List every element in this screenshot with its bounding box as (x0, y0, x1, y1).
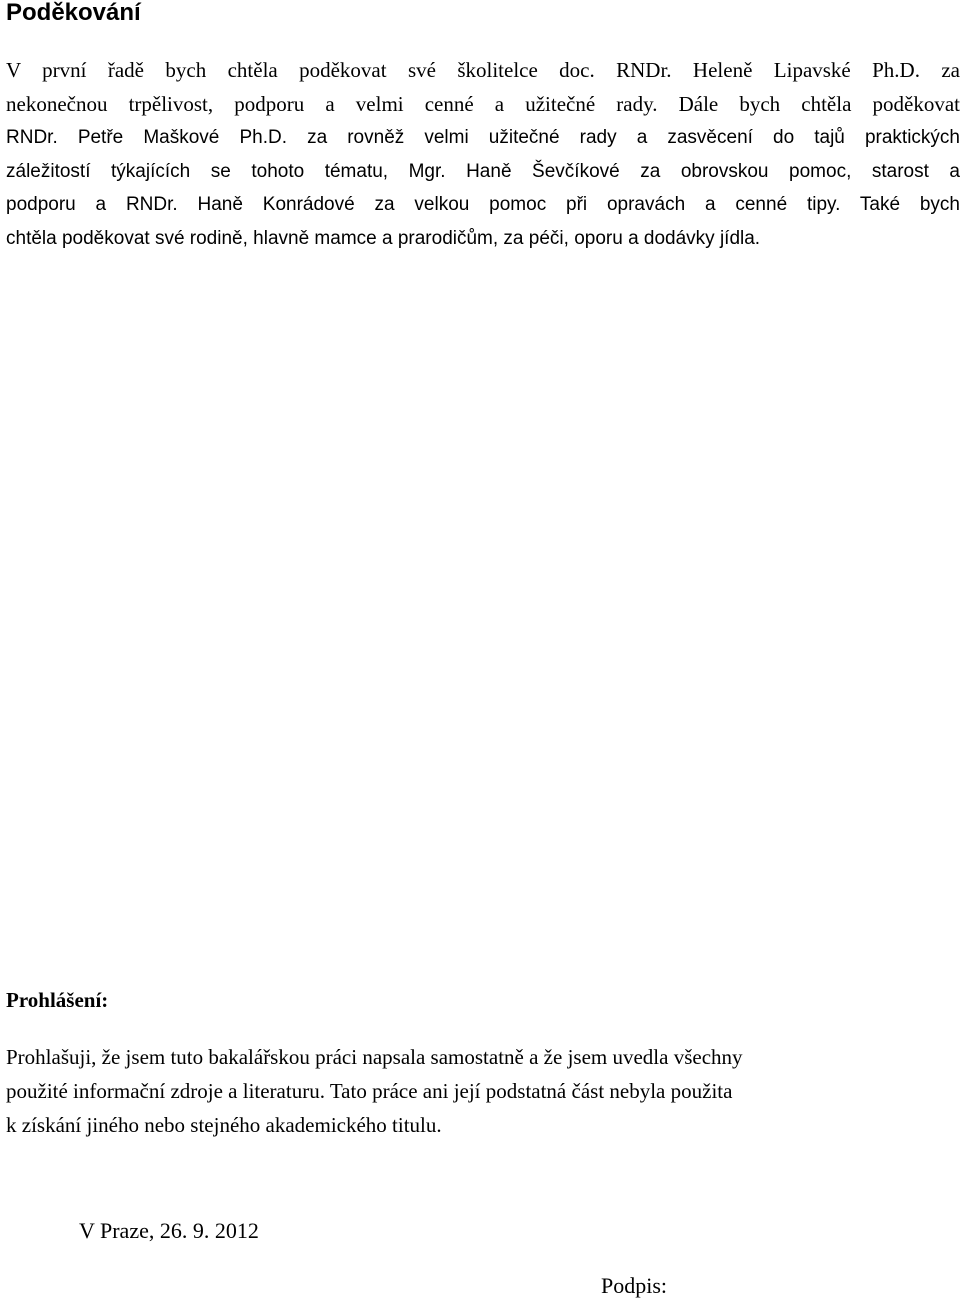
acknowledgements-paragraph (6, 54, 960, 255)
declaration-paragraph (6, 1040, 743, 1142)
acknowledgements-line: podporu a RNDr. Haně Konrádové za velkou pomoc při opravách a cenné tipy. Také bych (6, 194, 960, 215)
acknowledgements-line: chtěla poděkovat své rodině, hlavně mamce a prarodičům, za péči, oporu a dodávky jídla. (6, 227, 761, 249)
acknowledgements-line: RNDr. Petře Maškové Ph.D. za rovněž velmi užitečné rady a zasvěcení do tajů praktických (6, 127, 960, 148)
signature-label: Podpis: (601, 1273, 668, 1298)
acknowledgements-line: V první řadě bych chtěla poděkovat své školitelce doc. RNDr. Heleně Lipavské Ph.D. za (6, 58, 960, 82)
acknowledgements-title: Poděkování (6, 0, 141, 26)
declaration-line: k získání jiného nebo stejného akademického titulu. (6, 1113, 442, 1137)
acknowledgements-line: záležitostí týkajících se tohoto tématu, Mgr. Haně Ševčíkové za obrovskou pomoc, starost a (6, 160, 960, 182)
declaration-line: použité informační zdroje a literaturu. Tato práce ani její podstatná část nebyla použita (6, 1079, 733, 1103)
place-and-date: V Praze, 26. 9. 2012 (79, 1218, 259, 1243)
declaration-title: Prohlášení: (6, 988, 109, 1012)
declaration-line: Prohlašuji, že jsem tuto bakalářskou práci napsala samostatně a že jsem uvedla všechny (6, 1045, 743, 1069)
acknowledgements-line: nekonečnou trpělivost, podporu a velmi cenné a užitečné rady. Dále bych chtěla poděkovat (6, 91, 960, 116)
